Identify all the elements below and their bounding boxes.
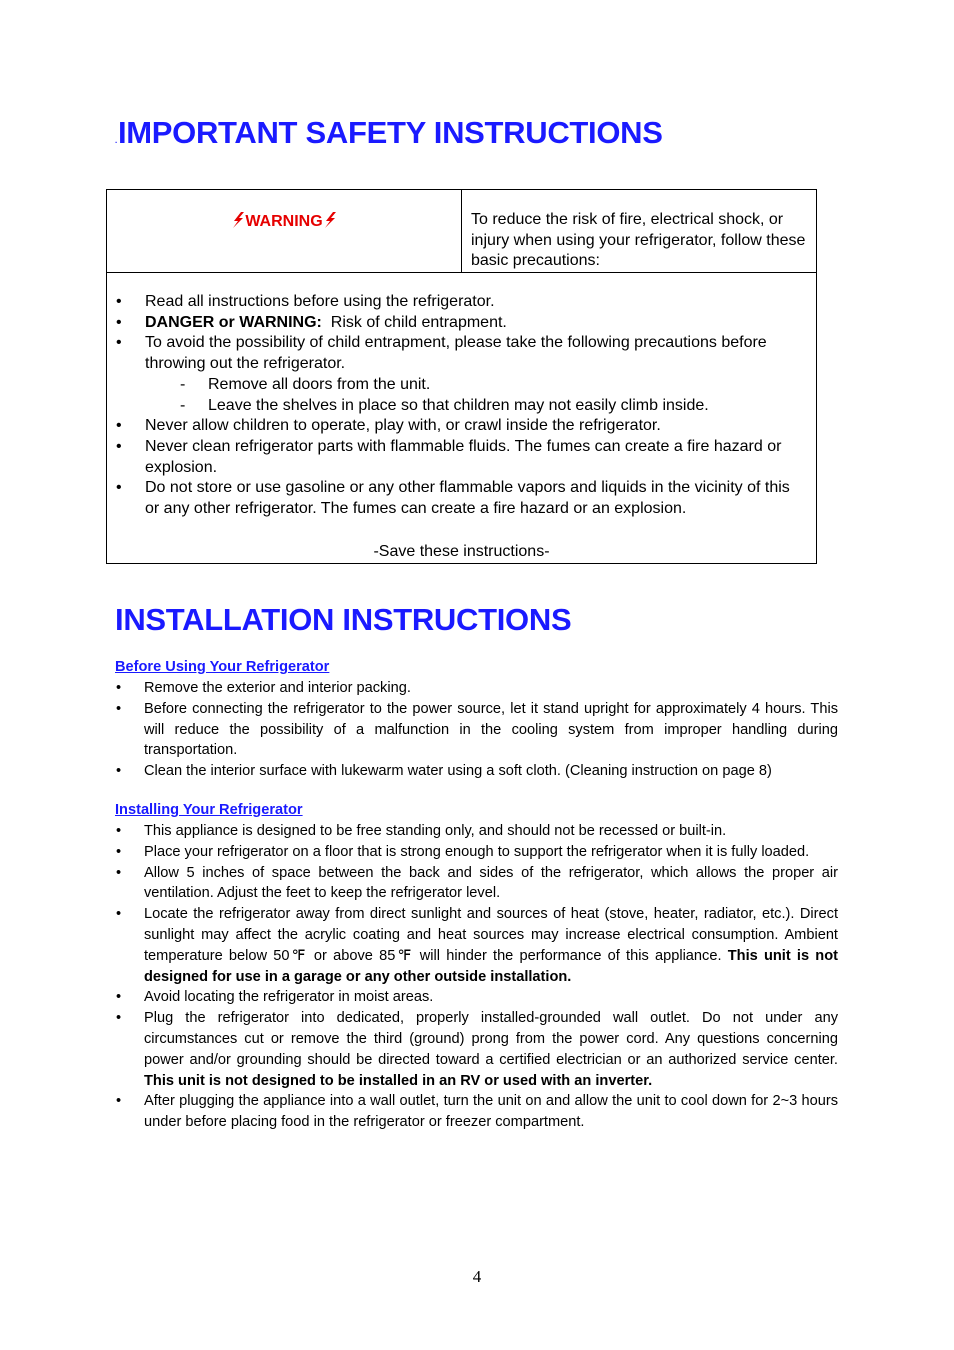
installing-heading: Installing Your Refrigerator — [115, 802, 303, 818]
item-text: Do not store or use gasoline or any other flammable vapors and liquids in the vicinity of this or any other refrigerator. The fumes can create a fire hazard or an explosion. — [145, 479, 790, 518]
item-bold-text: DANGER or WARNING: — [145, 313, 322, 331]
safety-list — [116, 292, 806, 520]
installation-title: INSTALLATION INSTRUCTIONS — [115, 602, 572, 637]
item-text: Never allow children to operate, play with, or crawl inside the refrigerator. — [145, 417, 661, 435]
list-item — [116, 478, 806, 519]
page-number: 4 — [472, 1267, 482, 1286]
list-item — [115, 1091, 838, 1133]
list-item — [115, 842, 838, 863]
warning-box — [106, 189, 817, 564]
item-bold-text: This unit is not designed to be installed in an RV or used with an inverter. — [144, 1072, 653, 1089]
warning-text: WARNING — [245, 213, 323, 230]
lightning-bolt-icon — [231, 212, 245, 228]
list-item: • Remove the exterior and interior packing. — [115, 678, 838, 699]
warning-intro: To reduce the risk of fire, electrical shock, or injury when using your refrigerator, follow these basic precautions: — [471, 211, 806, 270]
list-item: • Clean the interior surface with lukewarm water using a soft cloth. (Cleaning instruction on page 8) — [115, 761, 838, 782]
list-item — [115, 987, 838, 1008]
item-text: Plug the refrigerator into dedicated, properly installed-grounded wall outlet. Do not under any circumstances cut or remove the third (ground) prong from the power cord. Any questions concerning power and/or grounding should be directed toward a certified electrician or an authorized service center. — [144, 1010, 838, 1068]
item-text: Read all instructions before using the refrigerator. — [145, 293, 495, 310]
item-text: Avoid locating the refrigerator in moist areas. — [144, 989, 434, 1006]
item-bold-text: This unit is not designed for use in a garage or any other outside installation. — [144, 947, 838, 985]
item-text: Risk of child entrapment. — [330, 313, 507, 331]
list-item — [115, 904, 838, 987]
item-text: Allow 5 inches of space between the back and sides of the refrigerator, which allows the proper air ventilation. Adjust the feet to keep the refrigerator level. — [144, 864, 838, 902]
warning-header-row — [107, 190, 816, 273]
list-item — [116, 292, 806, 313]
save-instructions: -Save these instructions- — [373, 543, 550, 560]
item-text: This appliance is designed to be free standing only, and should not be recessed or built-in. — [144, 823, 727, 839]
item-text: Locate the refrigerator away from direct sunlight and sources of heat (stove, heater, radiator, etc.). Direct sunlight may affect the acrylic coating and heat sources may increase electrical consumption. Ambient temperature below 50℉ or above 85℉ will hinder the performance of this appliance. — [144, 906, 838, 964]
before-using-list — [115, 678, 838, 782]
installing-list — [115, 821, 838, 1133]
item-text: To avoid the possibility of child entrapment, please take the following precautions before throwing out the refrigerator. — [145, 334, 767, 373]
list-item — [116, 416, 806, 437]
sub-list-item: - Remove all doors from the unit. — [175, 375, 806, 396]
sub-list — [145, 375, 806, 416]
before-using-heading: Before Using Your Refrigerator — [115, 659, 330, 675]
lightning-bolt-icon — [323, 212, 337, 228]
list-item — [115, 863, 838, 905]
list-item — [115, 1008, 838, 1091]
list-item — [116, 313, 806, 334]
list-item — [116, 333, 806, 416]
safety-title — [115, 115, 663, 151]
list-item — [115, 821, 838, 842]
list-item — [116, 437, 806, 478]
item-text: Never clean refrigerator parts with flammable fluids. The fumes can create a fire hazard or explosion. — [145, 437, 782, 476]
sub-list-item: - Leave the shelves in place so that children may not easily climb inside. — [175, 396, 806, 417]
item-text: Place your refrigerator on a floor that is strong enough to support the refrigerator when it is fully loaded. — [144, 843, 810, 860]
warning-divider — [461, 190, 462, 272]
item-text: After plugging the appliance into a wall outlet, turn the unit on and allow the unit to cool down for 2~3 hours under before placing food in the refrigerator or freezer compartment. — [144, 1093, 838, 1131]
warning-label — [107, 212, 461, 231]
title-dot: . — [115, 136, 117, 145]
list-item: • Before connecting the refrigerator to the power source, let it stand upright for approximately 4 hours. This will reduce the possibility of a malfunction in the cooling system from improper handling during transportation. — [115, 699, 838, 761]
safety-title-text: IMPORTANT SAFETY INSTRUCTIONS — [117, 115, 663, 150]
